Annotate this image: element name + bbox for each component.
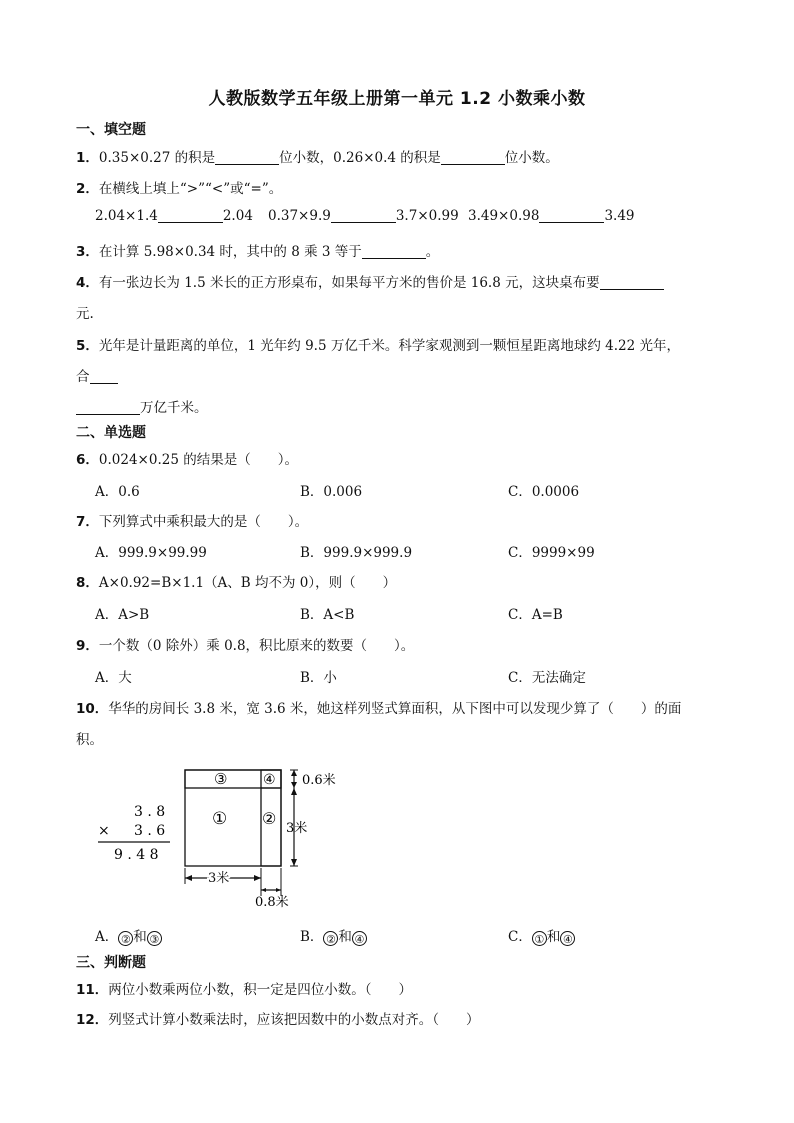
question-8 (76, 571, 396, 591)
question-number: 5． (76, 338, 99, 354)
calc-row-1: 3 . 8 (134, 804, 166, 820)
answer-blank[interactable] (90, 369, 118, 384)
question-number: 11． (76, 982, 109, 998)
question-7 (76, 510, 308, 530)
section-single-choice: 二、单选题 (76, 425, 146, 441)
option-a[interactable]: A．999.9×99.99 (95, 545, 207, 561)
answer-blank[interactable] (158, 208, 223, 223)
question-number: 7． (76, 514, 99, 530)
question-4 (76, 271, 664, 291)
option-b[interactable]: B． ② 和 ④ (300, 925, 367, 946)
compare-left: 2.04×1.4 (95, 208, 158, 224)
region-2-label: ② (262, 809, 277, 828)
answer-blank[interactable] (441, 150, 505, 165)
question-1 (76, 146, 559, 166)
question-10-cont (76, 728, 103, 748)
compare-item-2 (268, 208, 459, 224)
question-5-cont (76, 365, 118, 385)
compare-right: 3.7×0.99 (395, 208, 459, 224)
question-11 (76, 978, 412, 998)
question-text: 合 (76, 369, 90, 385)
question-text: 元. (76, 306, 94, 322)
question-text: 有一张边长为 1.5 米长的正方形桌布，如果每平方米的售价是 16.8 元，这块桌布要 (98, 275, 600, 291)
region-3-label: ③ (214, 770, 228, 788)
answer-blank[interactable] (215, 150, 279, 165)
question-number: 1． (76, 150, 99, 166)
question-number: 10． (76, 701, 109, 717)
question-number: 12． (76, 1012, 109, 1028)
option-b[interactable]: B．0.006 (300, 484, 363, 500)
question-6 (76, 448, 298, 468)
question-text: 华华的房间长 3.8 米，宽 3.6 米，她这样列竖式算面积，从下图中可以发现少算了（ ）的面 (108, 701, 682, 717)
option-a[interactable]: A． ② 和 ③ (95, 925, 162, 946)
question-text: 列竖式计算小数乘法时，应该把因数中的小数点对齐。（ ） (108, 1012, 480, 1028)
question-9 (76, 634, 414, 654)
question-number: 3． (76, 244, 99, 260)
option-b[interactable]: B．小 (300, 670, 337, 686)
dim-bottom: 3米 (208, 871, 230, 886)
option-c[interactable]: C． ① 和 ④ (508, 925, 575, 946)
answer-blank[interactable] (76, 400, 140, 415)
option-a[interactable]: A．0.6 (95, 484, 140, 500)
answer-blank[interactable] (600, 275, 664, 290)
option-c[interactable]: C．无法确定 (508, 670, 586, 686)
question-text: 在横线上填上“>”“<”或“=”。 (98, 181, 283, 197)
question-text: 位小数。 (504, 150, 559, 166)
question-4-cont (76, 302, 94, 322)
question-5-cont2 (76, 396, 208, 416)
question-5 (76, 334, 680, 354)
question-text: 位小数，0.26×0.4 的积是 (279, 150, 441, 166)
question-12 (76, 1008, 480, 1028)
option-c[interactable]: C．9999×99 (508, 545, 595, 561)
region-4-label: ④ (263, 772, 276, 788)
option-a[interactable]: A．A>B (95, 607, 150, 623)
question-text: 在计算 5.98×0.34 时，其中的 8 乘 3 等于 (98, 244, 362, 260)
question-text: 0.024×0.25 的结果是（ ）。 (98, 452, 298, 468)
compare-right: 2.04 (222, 208, 253, 224)
answer-blank[interactable] (362, 244, 426, 259)
section-fill-in: 一、填空题 (76, 122, 146, 138)
compare-left: 0.37×9.9 (268, 208, 331, 224)
dim-top-right: 0.6米 (302, 773, 336, 788)
question-number: 6． (76, 452, 99, 468)
calc-result: 9 . 4 8 (114, 847, 159, 863)
question-text: 光年是计量距离的单位，1 光年约 9.5 万亿千米。科学家观测到一颗恒星距离地球约 4.22 光年， (98, 338, 680, 354)
region-1-label: ① (212, 809, 228, 829)
compare-item-3 (468, 208, 635, 224)
question-text: 下列算式中乘积最大的是（ ）。 (98, 514, 309, 530)
compare-left: 3.49×0.98 (468, 208, 540, 224)
option-c[interactable]: C．A=B (508, 607, 563, 623)
page-title: 人教版数学五年级上册第一单元 1.2 小数乘小数 (208, 89, 586, 109)
question-10 (76, 697, 681, 717)
area-diagram (90, 760, 370, 910)
answer-blank[interactable] (539, 208, 604, 223)
calc-row-2: 3 . 6 (134, 823, 166, 839)
question-text: A×0.92=B×1.1（A、B 均不为 0），则（ ） (98, 575, 397, 591)
question-text: 积。 (76, 732, 103, 748)
question-text: 万亿千米。 (140, 400, 208, 416)
option-a[interactable]: A．大 (95, 670, 132, 686)
question-text: 0.35×0.27 的积是 (98, 150, 216, 166)
dim-bottom-right: 0.8米 (255, 895, 289, 910)
option-c[interactable]: C．0.0006 (508, 484, 580, 500)
question-number: 8． (76, 575, 99, 591)
question-number: 4． (76, 275, 99, 291)
dim-right: 3米 (286, 821, 308, 836)
compare-right: 3.49 (604, 208, 635, 224)
question-number: 2． (76, 181, 99, 197)
option-b[interactable]: B．999.9×999.9 (300, 545, 413, 561)
question-text: 。 (425, 244, 440, 260)
question-text: 一个数（0 除外）乘 0.8，积比原来的数要（ ）。 (98, 638, 415, 654)
option-b[interactable]: B．A<B (300, 607, 355, 623)
question-2 (76, 177, 282, 197)
compare-item-1 (95, 208, 253, 224)
calc-operator: × (98, 823, 110, 839)
answer-blank[interactable] (331, 208, 396, 223)
question-number: 9． (76, 638, 99, 654)
section-true-false: 三、判断题 (76, 955, 146, 971)
question-text: 两位小数乘两位小数，积一定是四位小数。（ ） (108, 982, 413, 998)
question-3 (76, 240, 439, 260)
